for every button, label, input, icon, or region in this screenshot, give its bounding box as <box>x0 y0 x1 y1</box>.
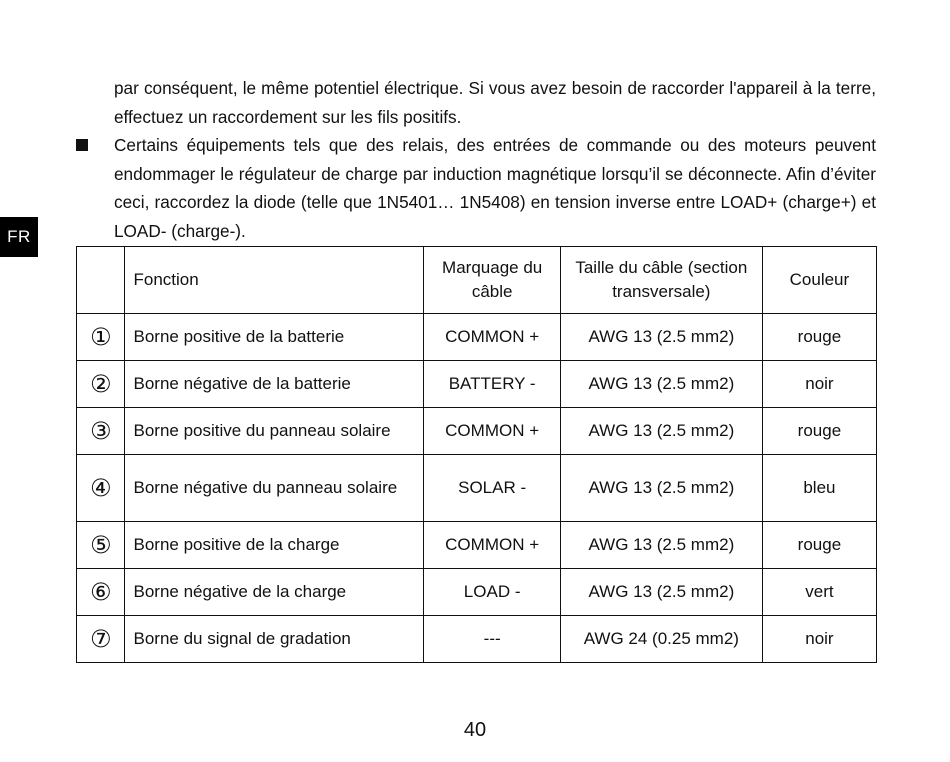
row-size: AWG 13 (2.5 mm2) <box>560 408 762 455</box>
row-size: AWG 24 (0.25 mm2) <box>560 616 762 663</box>
continued-paragraph: par conséquent, le même potentiel électrique. Si vous avez besoin de raccorder l'appareil à la terre, effectuez un raccordement sur les fils positifs. <box>114 78 876 127</box>
row-function: Borne positive de la charge <box>125 522 424 569</box>
header-function: Fonction <box>125 247 424 314</box>
table-row <box>77 569 877 616</box>
table-row <box>77 455 877 522</box>
table-row <box>77 408 877 455</box>
table-row <box>77 616 877 663</box>
language-tab: FR <box>0 217 38 257</box>
row-color: rouge <box>762 522 876 569</box>
row-size: AWG 13 (2.5 mm2) <box>560 569 762 616</box>
row-marking: --- <box>424 616 560 663</box>
header-marking: Marquage du câble <box>424 247 560 314</box>
wiring-table <box>76 246 877 663</box>
row-size: AWG 13 (2.5 mm2) <box>560 361 762 408</box>
row-number: ④ <box>77 455 125 522</box>
header-size: Taille du câble (section transversale) <box>560 247 762 314</box>
row-function: Borne positive du panneau solaire <box>125 408 424 455</box>
row-color: noir <box>762 616 876 663</box>
row-marking: COMMON + <box>424 522 560 569</box>
page-number: 40 <box>463 719 487 741</box>
row-number: ① <box>77 314 125 361</box>
row-marking: SOLAR - <box>424 455 560 522</box>
row-color: rouge <box>762 314 876 361</box>
header-color: Couleur <box>762 247 876 314</box>
row-color: noir <box>762 361 876 408</box>
row-function: Borne du signal de gradation <box>125 616 424 663</box>
row-marking: COMMON + <box>424 408 560 455</box>
header-number <box>77 247 125 314</box>
row-number: ⑥ <box>77 569 125 616</box>
row-function: Borne négative de la batterie <box>125 361 424 408</box>
row-marking: LOAD - <box>424 569 560 616</box>
row-function: Borne négative de la charge <box>125 569 424 616</box>
row-number: ⑤ <box>77 522 125 569</box>
row-size: AWG 13 (2.5 mm2) <box>560 314 762 361</box>
table-row <box>77 314 877 361</box>
row-number: ③ <box>77 408 125 455</box>
row-function: Borne positive de la batterie <box>125 314 424 361</box>
bullet-square-icon <box>76 139 88 151</box>
row-marking: BATTERY - <box>424 361 560 408</box>
row-color: rouge <box>762 408 876 455</box>
row-number: ② <box>77 361 125 408</box>
table-row <box>77 361 877 408</box>
bullet-paragraph: Certains équipements tels que des relais, des entrées de commande ou des moteurs peuvent endommager le régulateur de charge par induction magnétique lorsqu’il se déconnecte. Afin d’éviter ceci, raccordez la diode (telle que 1N5401… 1N5408) en tension inverse entre LOAD+ (charge+) et LOAD- (charge-). <box>114 135 876 241</box>
row-number: ⑦ <box>77 616 125 663</box>
row-marking: COMMON + <box>424 314 560 361</box>
row-size: AWG 13 (2.5 mm2) <box>560 455 762 522</box>
table-row <box>77 522 877 569</box>
table-header-row <box>77 247 877 314</box>
row-color: bleu <box>762 455 876 522</box>
row-size: AWG 13 (2.5 mm2) <box>560 522 762 569</box>
row-function: Borne négative du panneau solaire <box>125 455 424 522</box>
row-color: vert <box>762 569 876 616</box>
